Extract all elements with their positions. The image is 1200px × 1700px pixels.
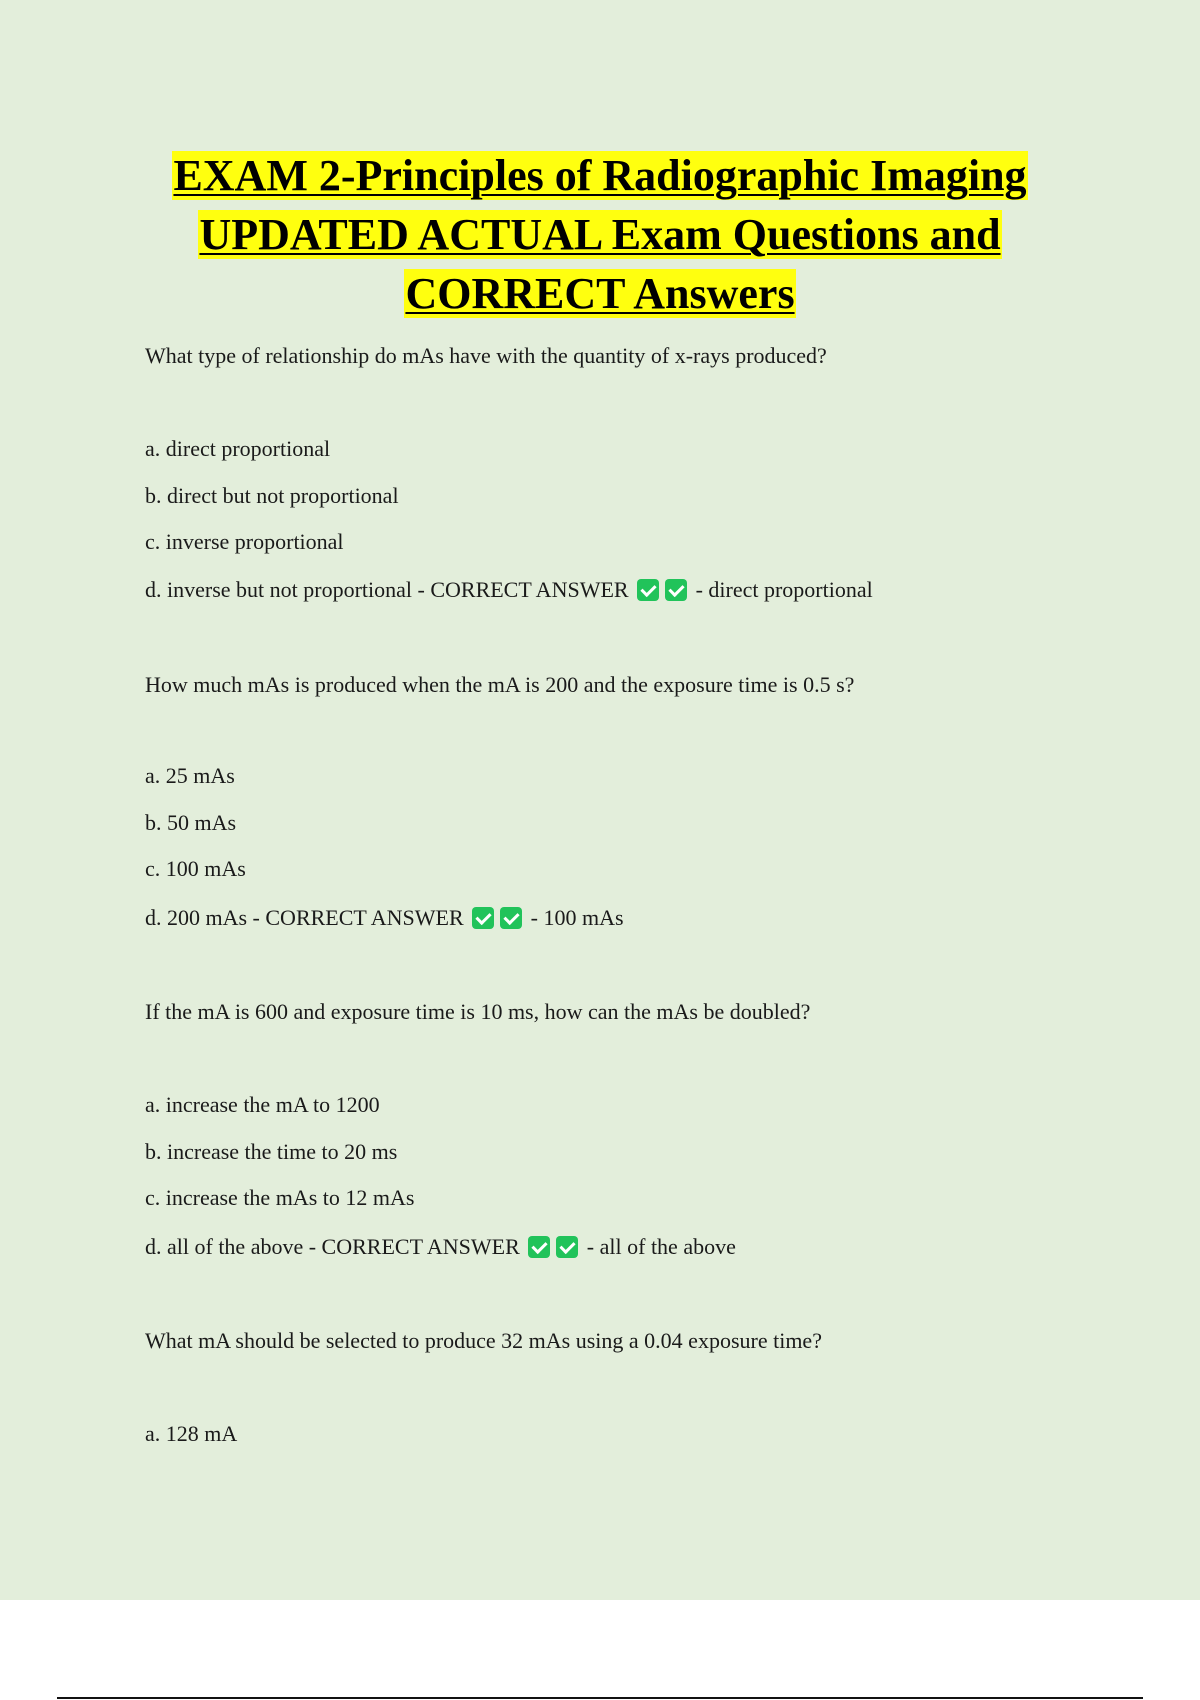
question-4-option-a: a. 128 mA <box>145 1421 238 1446</box>
question-3-option-b: b. increase the time to 20 ms <box>145 1139 398 1164</box>
title-line-2: UPDATED ACTUAL Exam Questions and <box>199 210 1001 259</box>
check-mark-icon <box>472 907 494 929</box>
question-2-option-d-text: d. 200 mAs - CORRECT ANSWER <box>145 905 464 930</box>
check-mark-icon <box>637 579 659 601</box>
question-3-option-d <box>145 1233 736 1261</box>
footer-divider <box>57 1697 1143 1699</box>
question-1-option-d <box>145 576 873 604</box>
question-4-text: What mA should be selected to produce 32 mAs using a 0.04 exposure time? <box>145 1328 822 1353</box>
question-2-option-a: a. 25 mAs <box>145 763 235 788</box>
check-mark-icon <box>528 1236 550 1258</box>
question-3-option-c: c. increase the mAs to 12 mAs <box>145 1185 415 1210</box>
question-1-option-d-text: d. inverse but not proportional - CORRECT ANSWER <box>145 577 629 602</box>
check-mark-icon <box>665 579 687 601</box>
title-line-1: EXAM 2-Principles of Radiographic Imaging <box>173 151 1027 200</box>
document-title <box>0 146 1200 323</box>
title-line-3: CORRECT Answers <box>405 269 795 318</box>
check-mark-icon <box>500 907 522 929</box>
question-3-option-a: a. increase the mA to 1200 <box>145 1092 380 1117</box>
question-2-text: How much mAs is produced when the mA is 200 and the exposure time is 0.5 s? <box>145 672 855 697</box>
question-3-option-d-text: d. all of the above - CORRECT ANSWER <box>145 1234 520 1259</box>
question-1-text: What type of relationship do mAs have with the quantity of x-rays produced? <box>145 343 827 368</box>
question-3-answer: - all of the above <box>586 1234 736 1259</box>
question-3-text: If the mA is 600 and exposure time is 10 ms, how can the mAs be doubled? <box>145 999 811 1024</box>
question-1-option-b: b. direct but not proportional <box>145 483 399 508</box>
question-2-answer: - 100 mAs <box>530 905 624 930</box>
check-mark-icon <box>556 1236 578 1258</box>
question-2-option-c: c. 100 mAs <box>145 856 246 881</box>
question-1-option-c: c. inverse proportional <box>145 529 344 554</box>
question-1-answer: - direct proportional <box>695 577 873 602</box>
question-2-option-d <box>145 904 624 932</box>
question-1-option-a: a. direct proportional <box>145 436 331 461</box>
question-2-option-b: b. 50 mAs <box>145 810 237 835</box>
